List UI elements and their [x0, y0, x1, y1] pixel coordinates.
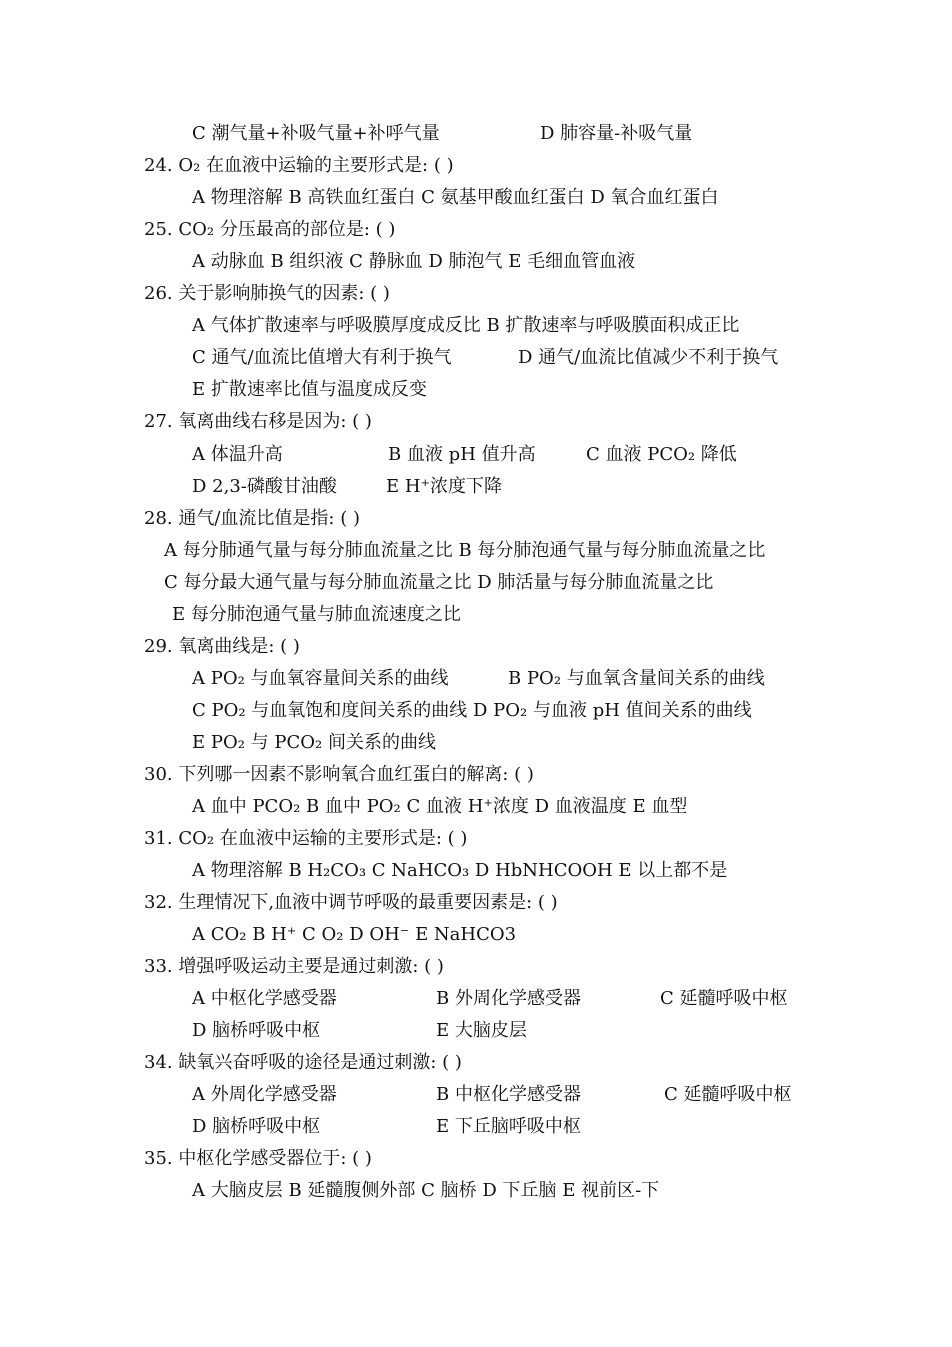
- options-24: A 物理溶解 B 高铁血红蛋白 C 氨基甲酸血红蛋白 D 氧合血红蛋白: [192, 187, 719, 208]
- option-c: C 潮气量+补吸气量+补呼气量: [192, 123, 440, 144]
- option-b: B PO₂ 与血氧含量间关系的曲线: [508, 668, 765, 689]
- option-a: A PO₂ 与血氧容量间关系的曲线: [192, 668, 449, 689]
- question-35: 35. 中枢化学感受器位于: ( ): [144, 1148, 372, 1169]
- options-29-cd: C PO₂ 与血氧饱和度间关系的曲线 D PO₂ 与血液 pH 值间关系的曲线: [192, 700, 752, 721]
- option-d: D 通气/血流比值减少不利于换气: [518, 347, 779, 368]
- option-a: A 体温升高: [192, 444, 283, 465]
- option-e: E PO₂ 与 PCO₂ 间关系的曲线: [192, 732, 436, 753]
- option-c: C 血液 PCO₂ 降低: [586, 444, 737, 465]
- options-30: A 血中 PCO₂ B 血中 PO₂ C 血液 H⁺浓度 D 血液温度 E 血型: [192, 796, 688, 817]
- options-28-ab: A 每分肺通气量与每分肺血流量之比 B 每分肺泡通气量与每分肺血流量之比: [164, 540, 766, 561]
- options-35: A 大脑皮层 B 延髓腹侧外部 C 脑桥 D 下丘脑 E 视前区-下: [192, 1180, 660, 1201]
- option-d: D 肺容量-补吸气量: [540, 123, 693, 144]
- option-d: D 脑桥呼吸中枢: [192, 1020, 321, 1041]
- option-e: E 每分肺泡通气量与肺血流速度之比: [172, 604, 461, 625]
- question-29: 29. 氧离曲线是: ( ): [144, 636, 300, 657]
- option-e: E 大脑皮层: [436, 1020, 527, 1041]
- question-31: 31. CO₂ 在血液中运输的主要形式是: ( ): [144, 828, 468, 849]
- options-32: A CO₂ B H⁺ C O₂ D OH⁻ E NaHCO3: [192, 924, 517, 945]
- option-b: B 外周化学感受器: [436, 988, 581, 1009]
- question-28: 28. 通气/血流比值是指: ( ): [144, 508, 360, 529]
- option-a: A 外周化学感受器: [192, 1084, 337, 1105]
- question-26: 26. 关于影响肺换气的因素: ( ): [144, 283, 390, 304]
- option-d: D 脑桥呼吸中枢: [192, 1116, 321, 1137]
- question-33: 33. 增强呼吸运动主要是通过刺激: ( ): [144, 956, 444, 977]
- option-a: A 中枢化学感受器: [192, 988, 337, 1009]
- option-e: E 扩散速率比值与温度成反变: [192, 379, 427, 400]
- question-25: 25. CO₂ 分压最高的部位是: ( ): [144, 219, 396, 240]
- option-e: E 下丘脑呼吸中枢: [436, 1116, 581, 1137]
- option-b: B 中枢化学感受器: [436, 1084, 581, 1105]
- question-24: 24. O₂ 在血液中运输的主要形式是: ( ): [144, 155, 454, 176]
- question-30: 30. 下列哪一因素不影响氧合血红蛋白的解离: ( ): [144, 764, 534, 785]
- options-31: A 物理溶解 B H₂CO₃ C NaHCO₃ D HbNHCOOH E 以上都不是: [192, 860, 728, 881]
- option-c: C 延髓呼吸中枢: [660, 988, 788, 1009]
- options-25: A 动脉血 B 组织液 C 静脉血 D 肺泡气 E 毛细血管血液: [192, 251, 636, 272]
- option-c: C 通气/血流比值增大有利于换气: [192, 347, 452, 368]
- question-34: 34. 缺氧兴奋呼吸的途径是通过刺激: ( ): [144, 1052, 462, 1073]
- options-26-ab: A 气体扩散速率与呼吸膜厚度成反比 B 扩散速率与呼吸膜面积成正比: [192, 315, 740, 336]
- option-b: B 血液 pH 值升高: [388, 444, 536, 465]
- question-32: 32. 生理情况下,血液中调节呼吸的最重要因素是: ( ): [144, 892, 558, 913]
- options-28-cd: C 每分最大通气量与每分肺血流量之比 D 肺活量与每分肺血流量之比: [164, 572, 714, 593]
- question-27: 27. 氧离曲线右移是因为: ( ): [144, 411, 372, 432]
- option-e: E H⁺浓度下降: [386, 476, 503, 497]
- option-d: D 2,3-磷酸甘油酸: [192, 476, 337, 497]
- option-c: C 延髓呼吸中枢: [664, 1084, 792, 1105]
